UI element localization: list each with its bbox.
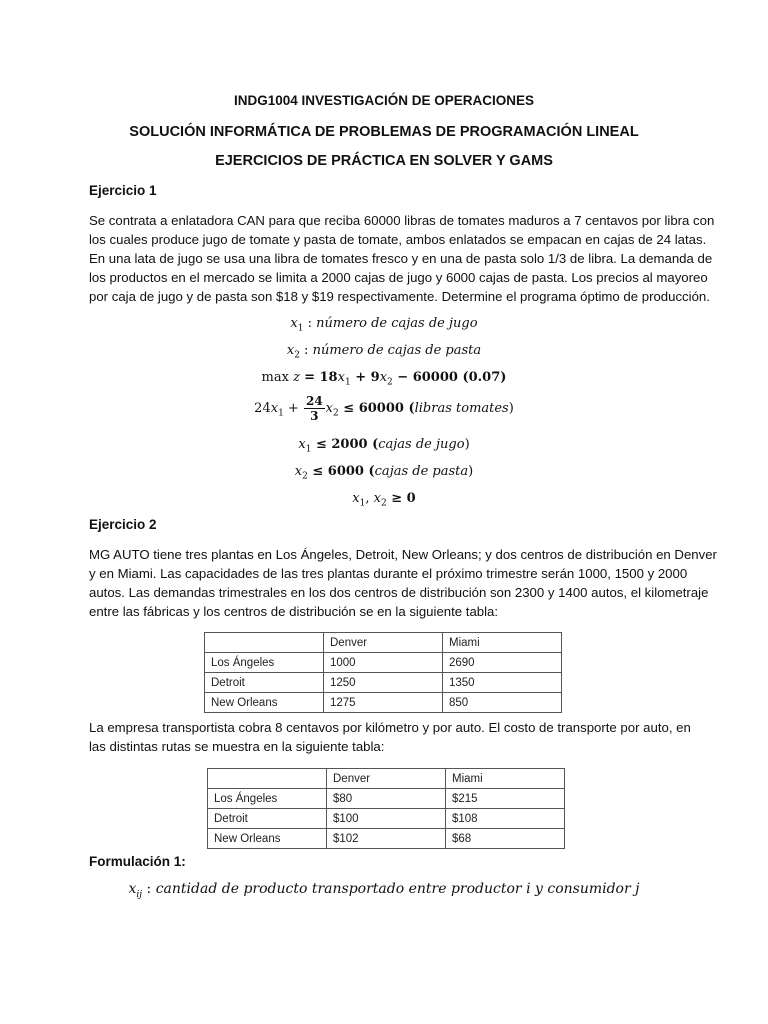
- variable-x2-definition: $x_2$ : número de cajas de pasta: [286, 343, 482, 361]
- table-cell: Los Ángeles: [205, 653, 324, 673]
- paragraph-line: Se contrata a enlatadora CAN para que reciba 60000 libras de tomates maduros a 7 centavos por libra con: [89, 213, 715, 228]
- paragraph-line: MG AUTO tiene tres plantas en Los Ángeles, Detroit, New Orleans; y dos centros de distribución en Denver: [89, 547, 717, 562]
- table-cell: New Orleans: [208, 829, 327, 849]
- table-header-cell: [205, 633, 324, 653]
- table-header-cell: Miami: [446, 769, 565, 789]
- table-row: [208, 829, 565, 849]
- constraint4-relation: ≥ 0: [386, 491, 416, 506]
- constraint1-close: ): [508, 401, 514, 416]
- paragraph-line: La empresa transportista cobra 8 centavos por kilómetro y por auto. El costo de transporte por auto, en: [89, 720, 691, 735]
- table-cell: 1275: [324, 693, 443, 713]
- table-cell: Los Ángeles: [208, 789, 327, 809]
- variable-x2-description: número de cajas de pasta: [312, 343, 482, 358]
- objective-z: z: [293, 370, 300, 385]
- constraint3-relation: ≤ 6000 (: [307, 464, 375, 479]
- variable-x1-definition: $x_1$ : número de cajas de jugo: [290, 316, 478, 334]
- table-cell: $108: [446, 809, 565, 829]
- table-row: [205, 673, 562, 693]
- paragraph-line: autos. Las demandas trimestrales en los dos centros de distribución son 2300 y 1400 autos, el kilometraje: [89, 585, 709, 600]
- table-cell: Detroit: [208, 809, 327, 829]
- paragraph-line: las distintas rutas se muestra en la siguiente tabla:: [89, 739, 385, 754]
- document-title: SOLUCIÓN INFORMÁTICA DE PROBLEMAS DE PROGRAMACIÓN LINEAL: [129, 124, 639, 140]
- table-cell: $102: [327, 829, 446, 849]
- constraint-juice: $x_1 \le 2000$ (cajas de jugo): [298, 437, 470, 455]
- paragraph-line: En una lata de jugo se usa una libra de tomates fresco y en una de pasta solo 1/3 de libra. La demanda de: [89, 251, 713, 266]
- paragraph-line: los productos en el mercado se limita a 2000 cajas de jugo y 6000 cajas de pasta. Los precios al mayoreo: [89, 270, 708, 285]
- objective-prefix: max: [261, 370, 294, 385]
- constraint1-relation: ≤ 60000 (: [338, 401, 415, 416]
- table-row: [205, 693, 562, 713]
- table-cell: $68: [446, 829, 565, 849]
- table-cell: 1350: [443, 673, 562, 693]
- ejercicio2-heading: Ejercicio 2: [89, 517, 157, 532]
- ejercicio2-paragraph: [89, 545, 717, 621]
- paragraph-line: y en Miami. Las capacidades de las tres plantas durante el próximo trimestre serán 1000, 1500 y 2000: [89, 566, 688, 581]
- table-row: [208, 789, 565, 809]
- table-header-cell: [208, 769, 327, 789]
- variable-xij-description: cantidad de producto transportado entre productor i y consumidor j: [155, 881, 640, 897]
- table-header-cell: Denver: [324, 633, 443, 653]
- constraint-nonnegativity: $x_1$, $x_2 \ge 0$: [352, 491, 416, 509]
- variable-x1-description: número de cajas de jugo: [316, 316, 478, 331]
- fraction-numerator: 24: [305, 394, 323, 408]
- formulacion-heading: Formulación 1:: [89, 854, 186, 869]
- table-header-row: [205, 633, 562, 653]
- objective-tail: − 60000 (0.07): [392, 370, 507, 385]
- constraint2-close: ): [464, 437, 470, 452]
- variable-xij-definition: $x_{ij}$ : cantidad de producto transportado entre productor i y consumidor j: [128, 881, 640, 900]
- paragraph-line: por caja de jugo y de pasta son $18 y $19 respectivamente. Determine el programa óptimo de producción.: [89, 289, 710, 304]
- paragraph-line: entre las fábricas y los centros de distribución se en la siguiente tabla:: [89, 604, 499, 619]
- ejercicio1-paragraph: [89, 211, 715, 306]
- ejercicio2-paragraph-2: [89, 718, 691, 756]
- constraint1-unit: libras tomates: [414, 401, 509, 416]
- table-cell: New Orleans: [205, 693, 324, 713]
- table-cell: Detroit: [205, 673, 324, 693]
- table-row: [205, 653, 562, 673]
- course-title: INDG1004 INVESTIGACIÓN DE OPERACIONES: [233, 93, 535, 108]
- table-cell: $80: [327, 789, 446, 809]
- constraint2-relation: ≤ 2000 (: [311, 437, 379, 452]
- ejercicio1-heading: Ejercicio 1: [89, 183, 157, 198]
- table-cell: 2690: [443, 653, 562, 673]
- objective-plus: + 9: [350, 370, 380, 385]
- document-subtitle: EJERCICIOS DE PRÁCTICA EN SOLVER Y GAMS: [215, 153, 553, 169]
- table-cell: 850: [443, 693, 562, 713]
- table-cell: $100: [327, 809, 446, 829]
- transport-cost-table: [207, 768, 565, 849]
- constraint1-coef: 24: [254, 401, 271, 416]
- constraint-tomatoes: $24x_1$ + $\frac{24}{3}$ $x_2 \le 60000$ (libras tomates): [254, 394, 514, 423]
- constraint3-unit: cajas de pasta: [374, 464, 469, 479]
- table-header-cell: Miami: [443, 633, 562, 653]
- table-header-row: [208, 769, 565, 789]
- table-cell: $215: [446, 789, 565, 809]
- table-row: [208, 809, 565, 829]
- paragraph-line: los cuales produce jugo de tomate y pasta de tomate, ambos enlatados se empacan en cajas de 24 latas.: [89, 232, 707, 247]
- constraint3-close: ): [468, 464, 474, 479]
- objective-function: $\max z = 18x_1 + 9x_2 - 60000$ (0.07): [261, 370, 507, 388]
- constraint1-plus: +: [283, 401, 303, 416]
- objective-rhs: = 18: [304, 370, 338, 385]
- table-cell: 1250: [324, 673, 443, 693]
- constraint-paste: $x_2 \le 6000$ (cajas de pasta): [294, 464, 474, 482]
- fraction: [304, 394, 325, 423]
- fraction-denominator: 3: [310, 409, 319, 423]
- table-cell: 1000: [324, 653, 443, 673]
- constraint2-unit: cajas de jugo: [378, 437, 465, 452]
- table-header-cell: Denver: [327, 769, 446, 789]
- distance-table: [204, 632, 562, 713]
